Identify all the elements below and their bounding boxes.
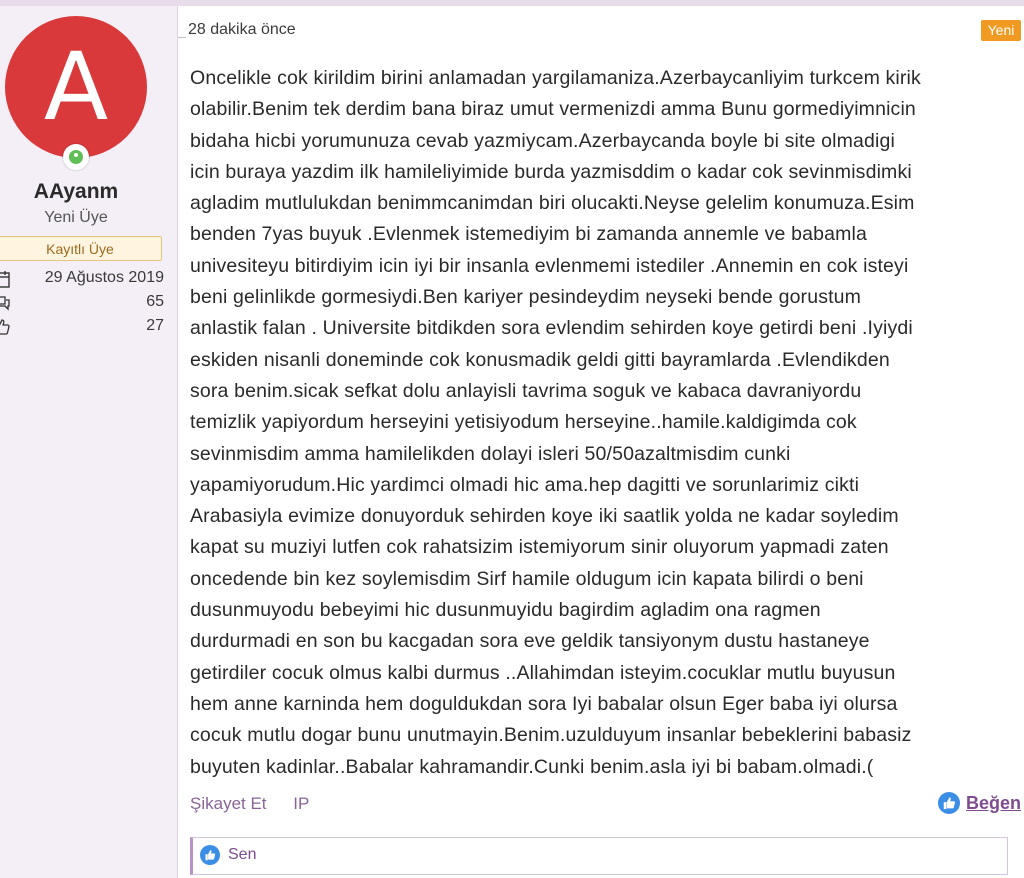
calendar-icon: [0, 270, 10, 288]
likes-summary[interactable]: [190, 837, 1008, 875]
messages-count: 65: [146, 293, 164, 310]
post-line: anlastik falan . Universite bitdikden sora evlendim sehirden koye getirdi beni .Iyiydi: [190, 317, 913, 340]
post-line: agladim mutlulukdan benimmcanimdan biri olucakti.Neyse gelelim konumuza.Esim: [190, 192, 915, 215]
joined-stat: [0, 268, 164, 290]
post-line: temizlik yapiyordum herseyini yetisiyodum herseyine..hamile.kaldigimda cok: [190, 411, 857, 434]
post-line: durdurmadi en son bu kacgadan sora eve geldik tansiyonym dustu hastaneye: [190, 630, 870, 653]
post-line: beni gelinlikde gormesiydi.Ben kariyer pesindeydim neyseki bende gorustum: [190, 286, 862, 309]
post-line: hem anne karninda hem doguldukdan sora Iyi babalar olsun Eger baba iyi olursa: [190, 692, 898, 715]
new-badge: Yeni: [981, 20, 1021, 41]
post-card: [178, 6, 1024, 878]
reactions-count: 27: [146, 317, 164, 334]
report-link[interactable]: Şikayet Et: [190, 794, 267, 813]
joined-date: 29 Ağustos 2019: [44, 269, 164, 286]
post-line: univesiteyu bitirdiyim icin iyi bir insanla evlenmemi istediler .Annemin en cok isteyi: [190, 254, 909, 277]
post-line: buyuten kadinlar..Babalar kahramandir.Cunki benim.asla iyi bi babam.olmadi.(: [190, 755, 874, 778]
post-line: yapamiyorudum.Hic yardimci olmadi hic ama.hep dagitti ve sorunlarimiz cikti: [190, 473, 860, 496]
post-line: sora benim.sicak sefkat dolu anlayisli tavrima soguk ve kabaca davraniyordu: [190, 379, 862, 402]
post-line: Oncelikle cok kirildim birini anlamadan yargilamaniza.Azerbaycanliyim turkcem kirik: [190, 67, 921, 89]
likes-by[interactable]: Sen: [228, 846, 257, 863]
like-icon: [200, 845, 220, 865]
post-line: cocuk mutlu dogar bunu unutmayin.Benim.uzulduyum insanlar bebeklerini babasiz: [190, 724, 912, 747]
messages-stat: [0, 292, 164, 314]
user-badge: Kayıtlı Üye: [0, 236, 162, 261]
username[interactable]: AAyanm: [33, 180, 119, 203]
divider: [178, 37, 186, 38]
post-time[interactable]: 28 dakika önce: [188, 21, 296, 38]
post-line: getirdiler cocuk olmus kalbi durmus ..Allahimdan isteyim.cocuklar mutlu buyusun: [190, 661, 896, 684]
post-line: icin buraya yazdim ilk hamileliyimide burda yazmisddim o kadar cok sevinmisdimki: [190, 160, 912, 183]
messages-icon: [0, 294, 10, 312]
post-line: kapat su muziyi lutfen cok rahatsizim istemiyorum sinir oluyorum yapmadi zaten: [190, 536, 889, 559]
user-title: Yeni Üye: [44, 209, 108, 226]
post-body: [190, 63, 1024, 783]
post-line: bidaha hicbi yorumunuza cevab yazmiycam.Azerbaycanda boyle bi site olmadigi: [190, 129, 895, 152]
thumbs-up-icon: [0, 318, 10, 336]
post-line: eskiden nisanli doneminde cok konusmadik geldi gitti bayramlarda .Evlendikden: [190, 348, 890, 371]
like-button[interactable]: [938, 792, 1021, 814]
post-line: benden 7yas buyuk .Evlenmek istemediyim bi zamanda annemle ve babamla: [190, 223, 867, 246]
like-label: Beğen: [965, 792, 1021, 813]
post-line: dusunmuyodu bebeyimi hic dusunmuyidu bagirdim agladim ona ragmen: [190, 599, 821, 622]
user-panel: [0, 6, 178, 878]
online-status-icon: [63, 144, 89, 170]
post-line: oncedende bin kez soylemisdim Sirf hamile oldugum icin kapata bilirdi o beni: [190, 567, 864, 590]
post-line: Arabasiyla evimize donuyorduk sehirden koye iki saatlik yolda ne kadar soyledim: [190, 505, 899, 528]
ip-link[interactable]: IP: [293, 794, 310, 813]
avatar[interactable]: A: [5, 16, 147, 158]
post-actions: [190, 794, 331, 814]
post-line: sevinmisdim amma hamilelikden dolayi isleri 50/50azaltmisdim cunki: [190, 442, 791, 465]
like-icon: [938, 792, 960, 814]
reactions-stat: [0, 316, 164, 338]
post-line: olabilir.Benim tek derdim bana biraz umut vermenizdi amma Bunu gormediyimnicin: [190, 98, 916, 121]
